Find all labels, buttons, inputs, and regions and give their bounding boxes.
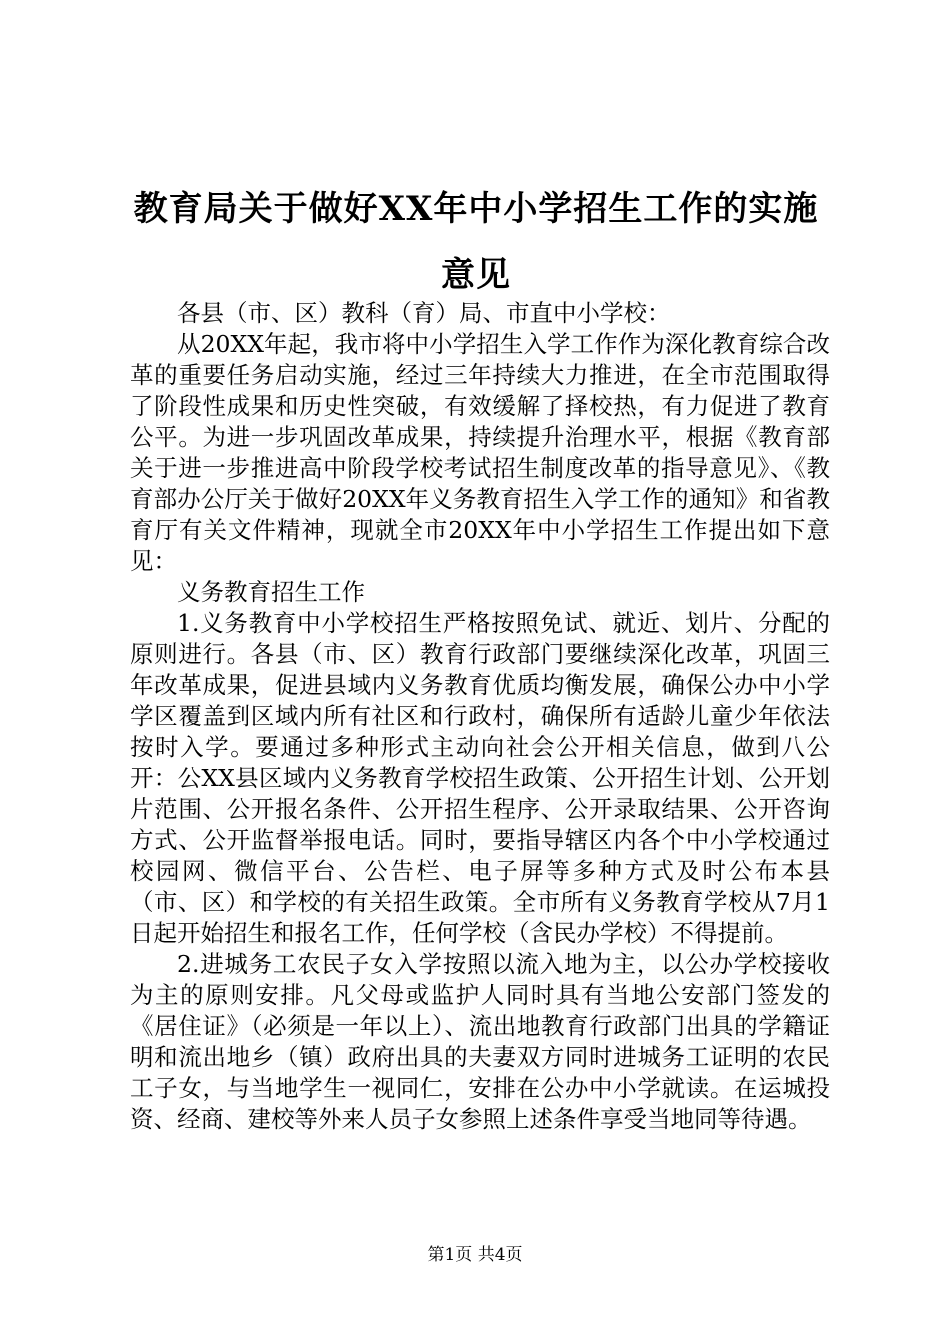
title-line-1: 教育局关于做好XX年中小学招生工作的实施 [133, 189, 819, 229]
section-heading: 义务教育招生工作 [177, 578, 365, 606]
paragraph-intro: 从20XX年起，我市将中小学招生入学工作作为深化教育综合改革的重要任务启动实施，经过三年持续大力推进，在全市范围取得了阶段性成果和历史性突破，有效缓解了择校热，有力促进了教育公平。为进一步巩固改革成果，持续提升治理水平，根据《教育部关于进一步推进高中阶段学校考试招生制度改革的指导意见》、《教育部办公厅关于做好20XX年义务教育招生入学工作的通知》和省教育厅有关文件精神，现就全市20XX年中小学招生工作提出如下意见： [130, 330, 830, 575]
salutation: 各县（市、区）教科（育）局、市直中小学校： [177, 299, 671, 327]
paragraph-item-2: 2.进城务工农民子女入学按照以流入地为主，以公办学校接收为主的原则安排。凡父母或监护人同时具有当地公安部门签发的《居住证》（必须是一年以上）、流出地教育行政部门出具的学籍证明和流出地乡（镇）政府出具的夫妻双方同时进城务工证明的农民工子女，与当地学生一视同仁，安排在公办中小学就读。在运城投资、经商、建校等外来人员子女参照上述条件享受当地同等待遇。 [130, 950, 830, 1133]
document-body [130, 298, 830, 1135]
paragraph-item-1: 1.义务教育中小学校招生严格按照免试、就近、划片、分配的原则进行。各县（市、区）教育行政部门要继续深化改革，巩固三年改革成果，促进县域内义务教育优质均衡发展，确保公办中小学学区覆盖到区域内所有社区和行政村，确保所有适龄儿童少年依法按时入学。要通过多种形式主动向社会公开相关信息，做到八公开：公XX县区域内义务教育学校招生政策、公开招生计划、公开划片范围、公开报名条件、公开招生程序、公开录取结果、公开咨询方式、公开监督举报电话。同时，要指导辖区内各个中小学校通过校园网、微信平台、公告栏、电子屏等多种方式及时公布本县（市、区）和学校的有关招生政策。全市所有义务教育学校从7月1日起开始招生和报名工作，任何学校（含民办学校）不得提前。 [130, 609, 830, 947]
page-number: 第1页 共4页 [427, 1245, 523, 1265]
document-title [120, 176, 832, 308]
title-line-2: 意见 [441, 255, 511, 295]
page-footer [0, 1244, 950, 1266]
